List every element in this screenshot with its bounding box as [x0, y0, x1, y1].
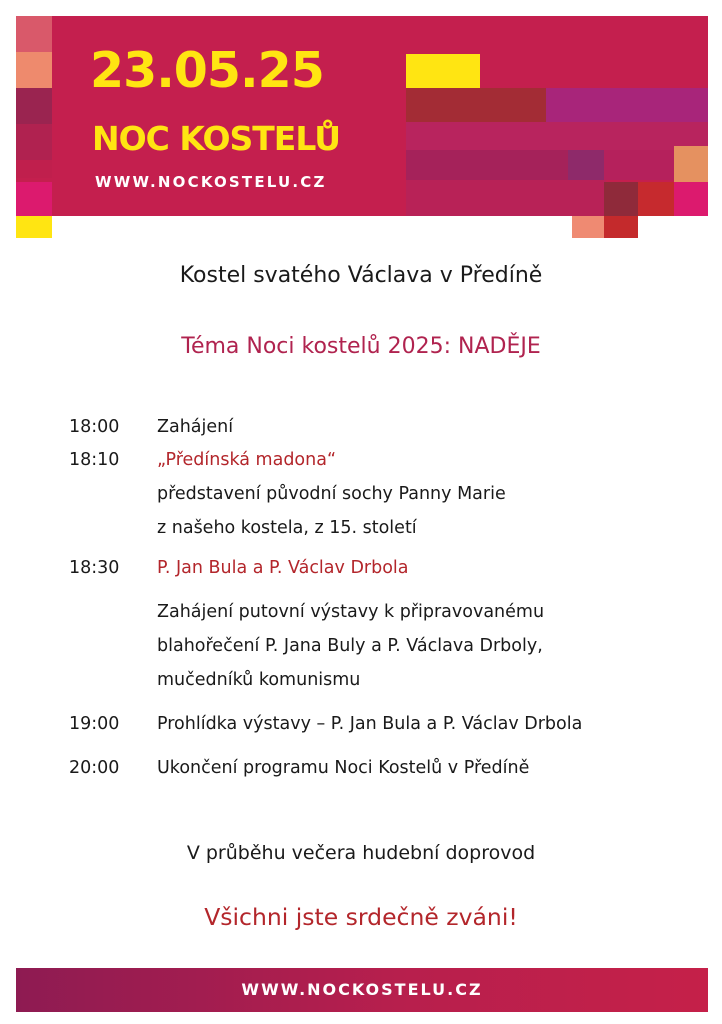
banner-tile	[604, 216, 638, 238]
program-item	[69, 553, 709, 583]
program-description	[157, 595, 709, 697]
banner-tile	[546, 88, 708, 122]
program-time: 20:00	[69, 758, 120, 778]
music-note: V průběhu večera hudební doprovod	[186, 842, 536, 864]
banner-tile	[406, 150, 568, 180]
banner-tile	[406, 180, 606, 216]
program-item	[69, 412, 709, 442]
program-label: P. Jan Bula a P. Václav Drbola	[157, 558, 409, 578]
program-item	[69, 445, 709, 475]
program-time: 18:10	[69, 450, 120, 470]
banner-tile	[406, 122, 708, 150]
banner-tile	[674, 182, 708, 216]
program-time: 19:00	[69, 714, 120, 734]
event-date: 23.05.25	[90, 42, 324, 99]
program-label: Zahájení	[157, 417, 234, 437]
banner-tile	[568, 150, 604, 180]
header-banner	[16, 16, 708, 238]
program-description	[157, 477, 709, 545]
program-label: Prohlídka výstavy – P. Jan Bula a P. Václav Drbola	[157, 714, 583, 734]
event-theme: Téma Noci kostelů 2025: NADĚJE	[181, 334, 541, 359]
banner-tile	[406, 88, 546, 122]
program-label: Ukončení programu Noci Kostelů v Předíně	[157, 758, 530, 778]
banner-tile	[16, 216, 52, 238]
description-line: představení původní sochy Panny Marie	[157, 484, 506, 504]
banner-tile	[572, 216, 604, 238]
banner-tile	[406, 54, 480, 88]
program-item	[69, 709, 709, 739]
church-name: Kostel svatého Václava v Předíně	[179, 263, 543, 288]
banner-tile	[16, 160, 52, 178]
description-line: z našeho kostela, z 15. století	[157, 518, 417, 538]
banner-website: WWW.NOCKOSTELU.CZ	[95, 173, 327, 191]
banner-tile	[16, 88, 52, 124]
description-line: Zahájení putovní výstavy k připravovanému	[157, 602, 545, 622]
program-list	[69, 412, 709, 783]
description-line: mučedníků komunismu	[157, 670, 361, 690]
footer-website: WWW.NOCKOSTELU.CZ	[241, 980, 483, 999]
banner-tile	[16, 124, 52, 160]
invitation-text: Všichni jste srdečně zváni!	[204, 903, 518, 931]
banner-tile	[674, 146, 708, 182]
description-line: blahořečení P. Jana Buly a P. Václava Drboly,	[157, 636, 543, 656]
event-title: NOC KOSTELŮ	[92, 119, 340, 158]
banner-tile	[604, 182, 638, 216]
banner-tile	[638, 182, 674, 216]
banner-tile	[16, 182, 52, 216]
banner-tile	[16, 52, 52, 88]
program-time: 18:30	[69, 558, 120, 578]
program-time: 18:00	[69, 417, 120, 437]
banner-tile	[604, 150, 674, 180]
program-label: „Předínská madona“	[157, 450, 337, 470]
banner-tile	[16, 16, 52, 52]
program-item	[69, 753, 709, 783]
footer-banner	[16, 968, 708, 1012]
